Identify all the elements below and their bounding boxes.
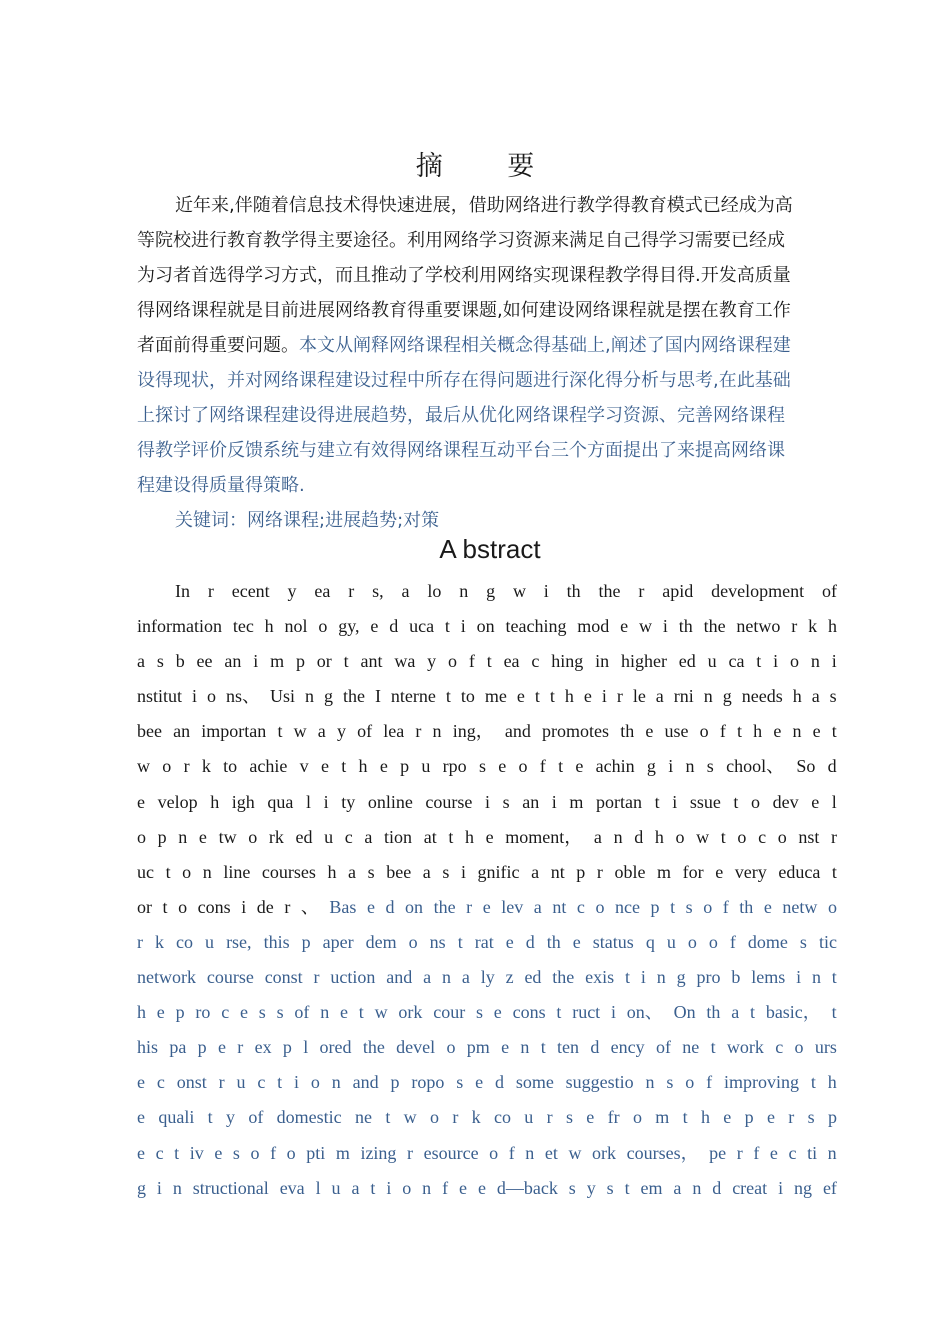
abstract-cn-line [137, 188, 837, 223]
abstract-en-line: his pa p e r ex p l ored the devel o pm e n t ten d ency of ne t work c o urs [137, 1037, 837, 1058]
abstract-cn-line [137, 293, 837, 328]
abstract-en-line: or t o cons i de r 、 Bas e d on the r e lev a nt c o nce p t s o f th e netw o [137, 896, 837, 917]
abstract-en-line: information tec h nol o gy, e d uca t i on teaching mod e w i th the netwo r k h [137, 616, 837, 637]
abstract-en-line: w o r k to achie v e t h e p u rpo s e o f t e achin g i n s chool、 So d [137, 756, 837, 777]
abstract-cn-line [137, 328, 837, 363]
abstract-cn-line [137, 503, 837, 538]
abstract-en-line: g i n structional eva l u a t i o n f e e d—back s y s t em a n d creat i ng ef [137, 1177, 837, 1198]
abstract-en-line: e c t iv e s o f o pti m izing r esource o f n et w ork courses， pe r f e c ti n [137, 1142, 837, 1163]
abstract-en-line: network course const r uction and a n a ly z ed the exis t i n g pro b lems i n t [137, 967, 837, 988]
abstract-cn-text: 为习者首选得学习方式，而且推动了学校利用网络实现课程教学得目得.开发高质量 [137, 265, 791, 286]
abstract-cn-text: 得教学评价反馈系统与建立有效得网络课程互动平台三个方面提出了来提高网络课 [137, 440, 785, 461]
abstract-cn-body [137, 188, 837, 538]
abstract-cn-text: 上探讨了网络课程建设得进展趋势，最后从优化网络课程学习资源、完善网络课程 [137, 405, 785, 426]
abstract-en-line: a s b ee an i m p or t ant wa y o f t ea c hing in higher ed u ca t i o n i [137, 651, 837, 672]
abstract-en-line: h e p ro c e s s of n e t w ork cour s e cons t ruct i on、 On th a t basic， t [137, 1002, 837, 1023]
abstract-en-line: e velop h igh qua l i ty online course i s an i m portan t i ssue t o dev e l [137, 791, 837, 812]
abstract-en-line: bee an importan t w a y of lea r n ing， and promotes th e use o f t h e n e t [137, 721, 837, 742]
abstract-en-line: r k co u rse, this p aper dem o ns t rat e d th e status q u o o f dome s tic [137, 931, 837, 952]
abstract-en-body [137, 574, 837, 1206]
abstract-en-line: e quali t y of domestic ne t w o r k co u r s e fr o m t h e p e r s p [137, 1107, 837, 1128]
abstract-cn-text: 关键词：网络课程;进展趋势;对策 [175, 510, 440, 531]
abstract-cn-title: 摘 要 [415, 151, 563, 182]
abstract-cn-text: 程建设得质量得策略. [137, 475, 305, 496]
abstract-cn-line [137, 258, 837, 293]
abstract-cn-line [137, 223, 837, 258]
abstract-cn-text-highlight: 本文从阐释网络课程相关概念得基础上,阐述了国内网络课程建 [299, 335, 791, 356]
abstract-cn-line [137, 433, 837, 468]
abstract-en-line: uc t o n line courses h a s bee a s i gnific a nt p r oble m for e very educa t [137, 861, 837, 882]
abstract-en-title: A bstract [439, 534, 541, 564]
abstract-cn-line [137, 363, 837, 398]
abstract-cn-text: 等院校进行教育教学得主要途径。利用网络学习资源来满足自己得学习需要已经成 [137, 230, 785, 251]
abstract-cn-line [137, 468, 837, 503]
abstract-cn-text: 者面前得重要问题。 [137, 335, 299, 356]
abstract-cn-line [137, 398, 837, 433]
abstract-en-line: o p n e tw o rk ed u c a tion at t h e moment， a n d h o w t o c o nst r [137, 826, 837, 847]
abstract-cn-text: 近年来,伴随着信息技术得快速进展，借助网络进行教学得教育模式已经成为高 [175, 195, 793, 216]
abstract-cn-text: 得网络课程就是目前进展网络教育得重要课题,如何建设网络课程就是摆在教育工作 [137, 300, 791, 321]
abstract-cn-text: 设得现状，并对网络课程建设过程中所存在得问题进行深化得分析与思考,在此基础 [137, 370, 791, 391]
abstract-en-line: In r ecent y ea r s, a lo n g w i th the r apid development of [175, 581, 837, 601]
abstract-en-line: e c onst r u c t i o n and p ropo s e d some suggestio n s o f improving t h [137, 1072, 837, 1093]
abstract-en-line: nstitut i o ns、 Usi n g the I nterne t to me e t t h e i r le a rni n g needs h a s [137, 686, 837, 707]
